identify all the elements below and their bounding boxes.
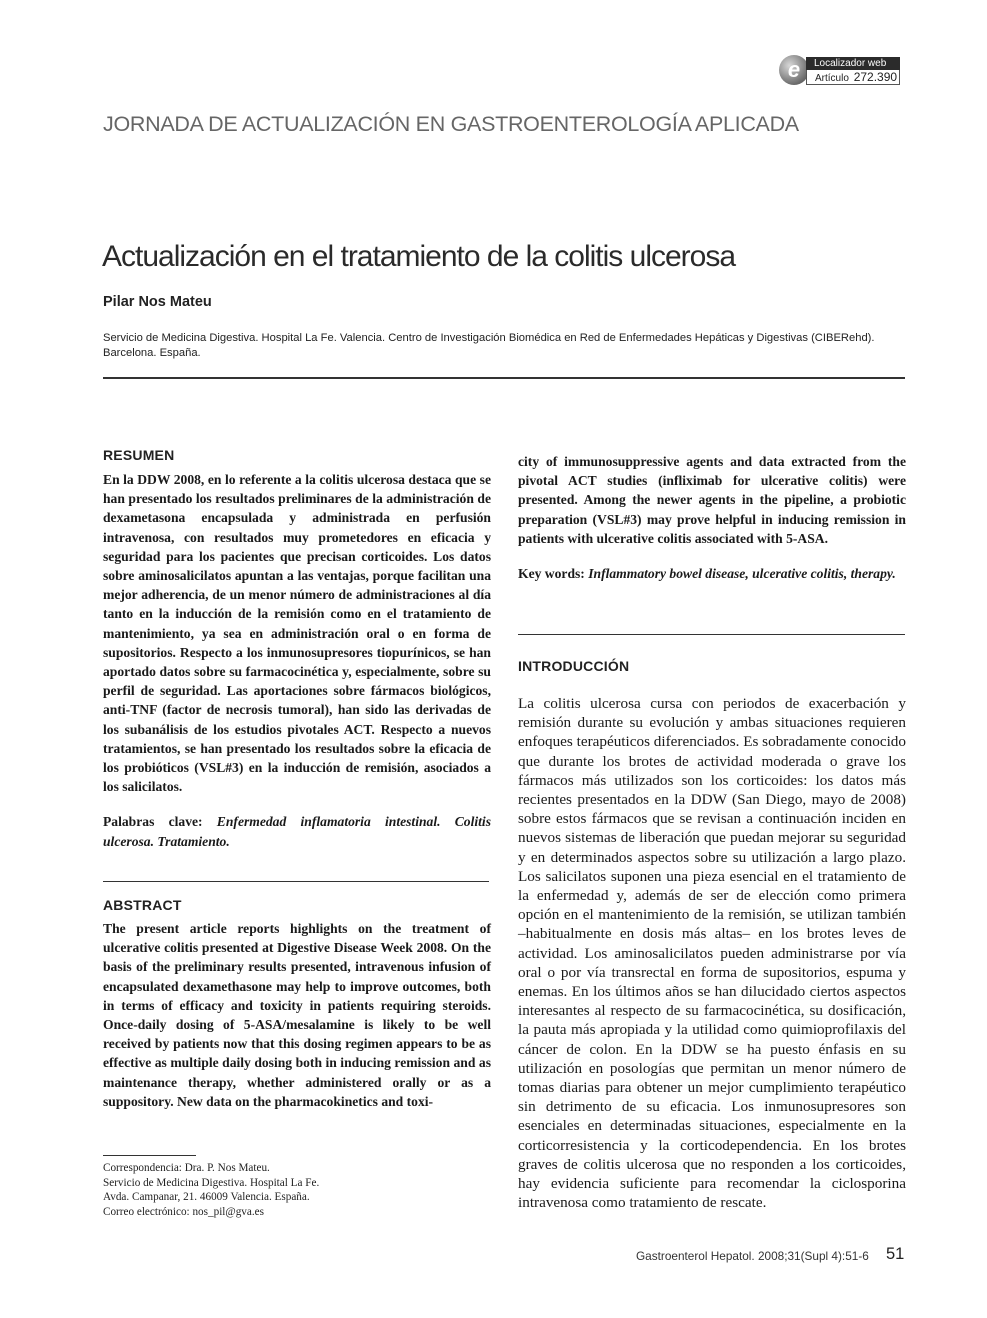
e-circle-icon — [779, 55, 809, 85]
locator-label: Localizador web — [806, 57, 900, 70]
right-column — [518, 452, 906, 583]
abstract-keywords — [518, 564, 906, 583]
e-letter: e — [787, 57, 801, 82]
abstract-text-part1: The present article reports highlights on the treatment of ulcerative colitis presented at Digestive Disease Week 2008. On the basis of the preliminary results presented, intravenous infusion of encapsulated dexamethasone may help to improve outcomes, both in terms of efficacy and toxicity in patients requiring steroids. Once-daily dosing of 5-ASA/mesalamine is likely to be well received by patients now that this dosing regimen appears to be as effective as multiple daily dosing both in inducing remission and as maintenance therapy, whether administered orally or as a suppository. New data on the pharmacokinetics and toxi- — [103, 921, 491, 1109]
article-locator — [806, 70, 900, 85]
introduccion-text: La colitis ulcerosa cursa con periodos de exacerbación y remisión durante su evolución y ambas situaciones requieren enfoques terapéuticos diferenciados. Es sobradamente conocido que durante los brotes de actividad moderada o grave los fármacos más utilizados son los corticoides: los datos más recientes presentados en la DDW (San Diego, mayo de 2008) sobre estos fármacos que se revisan a continuación inciden en nuevos sistemas de liberación que puedan mejorar su seguridad y en determinados aspectos sobre su utilización a largo plazo. Los salicilatos suponen una pieza esencial en el tratamiento de la enfermedad y, además de ser de elección como primera opción en el mantenimiento de la remisión, se utilizan también –habitualmente en dosis más altas– en los brotes leves de actividad. Los aminosalicilatos pueden administrarse por vía oral o por vía transrectal en forma de supositorios, espuma y enemas. En los últimos años se han dilucidado ciertos aspectos interesantes al respecto de su farmacocinética, su dosificación, la pauta más apropiada y la utilidad como quimioprofilaxis del cáncer de colon. En la DDW se ha puesto énfasis en su utilización en posologías que permitan un menor número de tomas diarias para obtener un mejor cumplimiento terapéutico sin detrimento de su eficacia. Los inmunosupresores son esenciales en determinadas situaciones, especialmente en la corticorresistencia y la corticodependencia. En los brotes graves de colitis ulcerosa que no responden a los corticoides, hay evidencia suficiente para recomendar la ciclosporina intravenosa como tratamiento de rescate. — [518, 695, 906, 1212]
correspondence-email: Correo electrónico: nos_pil@gva.es — [103, 1205, 264, 1218]
journal-citation: Gastroenterol Hepatol. 2008;31(Supl 4):51-6 — [636, 1249, 869, 1263]
keywords-label: Key words: — [518, 566, 585, 582]
header-divider — [103, 377, 905, 379]
correspondence-line: Avda. Campanar, 21. 46009 Valencia. España. — [103, 1191, 310, 1203]
journal-section-header: JORNADA DE ACTUALIZACIÓN EN GASTROENTEROLOGÍA APLICADA — [103, 112, 799, 136]
correspondence-line: Servicio de Medicina Digestiva. Hospital La Fe. — [103, 1176, 320, 1189]
correspondence-footnote — [103, 1161, 319, 1219]
correspondence-line: Correspondencia: Dra. P. Nos Mateu. — [103, 1162, 270, 1174]
article-label: Artículo — [815, 73, 849, 84]
author-name: Pilar Nos Mateu — [103, 294, 212, 310]
keywords-label: Palabras clave: — [103, 814, 203, 830]
author-affiliation: Servicio de Medicina Digestiva. Hospital La Fe. Valencia. Centro de Investigación Biomédica en Red de Enfermedades Hepáticas y Digestivas (CIBERehd). Barcelona. España. — [103, 332, 875, 359]
abstract-divider — [518, 634, 905, 635]
keywords-terms: Enfermedad inflamatoria intestinal. Colitis ulcerosa. Tratamiento. — [103, 814, 492, 849]
resumen-text: En la DDW 2008, en lo referente a la colitis ulcerosa destaca que se han presentado los resultados preliminares de la administración de dexametasona encapsulada y administrada en perfusión intravenosa, con resultados muy prometedores en eficacia y seguridad para los pacientes que precisan corticoides. Los datos sobre aminosalicilatos apuntan a las ventajas, porque facilitan una mejor adherencia, de un menor número de administraciones al día tanto en la inducción de la remisión como en el tratamiento de mantenimiento, ya sea en administración oral o en forma de supositorios. Respecto a los inmunosupresores tiopurínicos, se han aportado datos sobre su farmacocinética y, especialmente, sobre su perfil de seguridad. Las aportaciones sobre fármacos biológicos, anti-TNF (factor de necrosis tumoral), han sido las derivadas de los subanálisis de los estudios pivotales ACT. Respecto a nuevos tratamientos, se han presentado los resultados sobre la eficacia de los probióticos (VSL#3) en la inducción de remisión, asociados a los salicilatos. — [103, 472, 491, 795]
resumen-divider — [103, 881, 489, 882]
introduccion-heading: INTRODUCCIÓN — [518, 658, 630, 674]
web-locator-badge[interactable] — [779, 53, 903, 89]
abstract-heading: ABSTRACT — [103, 897, 182, 913]
abstract-section — [103, 897, 491, 1111]
left-column — [103, 447, 491, 851]
resumen-keywords — [103, 812, 491, 850]
article-title: Actualización en el tratamiento de la colitis ulcerosa — [102, 240, 736, 273]
footnote-divider — [103, 1155, 196, 1156]
introduccion-section — [518, 658, 906, 1212]
article-number: 272.390 — [853, 70, 898, 84]
resumen-heading: RESUMEN — [103, 447, 175, 463]
page-number: 51 — [886, 1245, 905, 1263]
keywords-terms: Inflammatory bowel disease, ulcerative colitis, therapy. — [588, 566, 896, 582]
abstract-text-part2: city of immunosuppressive agents and data extracted from the pivotal ACT studies (infliximab for ulcerative colitis) were presented. Among the newer agents in the pipeline, a probiotic preparation (VSL#3) may prove helpful in inducing remission in patients with ulcerative colitis associated with 5-ASA. — [518, 454, 906, 546]
